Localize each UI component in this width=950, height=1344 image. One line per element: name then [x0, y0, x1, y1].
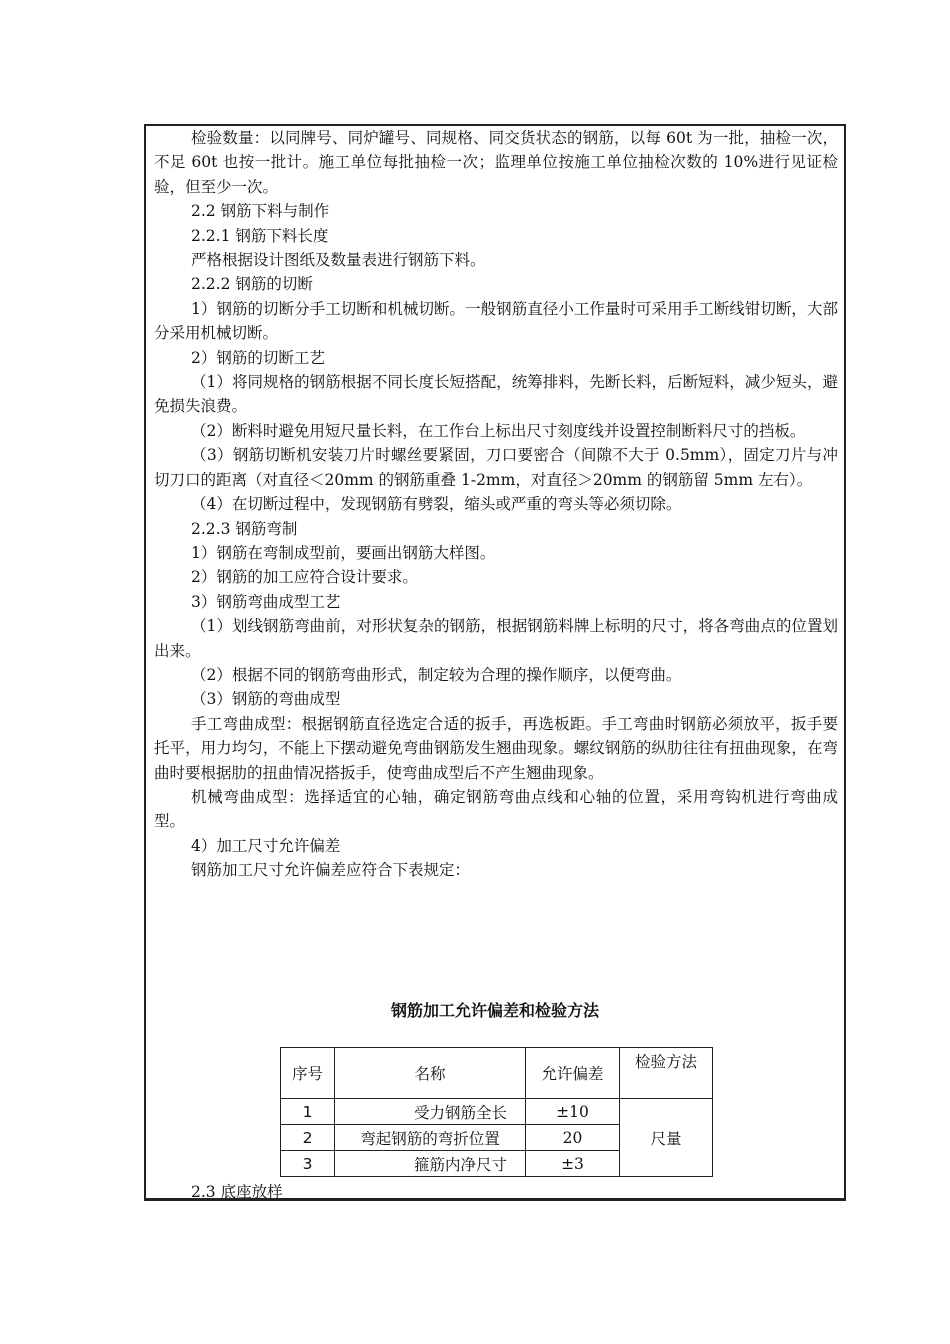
- paragraph: 2）钢筋的加工应符合设计要求。: [191, 568, 418, 587]
- section-heading-2-3: 2.3 底座放样: [191, 1183, 283, 1201]
- paragraph: （2）断料时避免用短尺量长料，在工作台上标出尺寸刻度线并设置控制断料尺寸的挡板。: [191, 421, 806, 440]
- table-header-row: [281, 1048, 713, 1099]
- section-heading: 2.2.2 钢筋的切断: [191, 275, 313, 294]
- section-heading: 2.2.1 钢筋下料长度: [191, 226, 329, 245]
- paragraph: （3）钢筋切断机安装刀片时螺丝要紧固，刀口要密合（间隙不大于 0.5mm），固定刀片与冲切刀口的距离（对直径＜20mm 的钢筋重叠 1-2mm，对直径＞20mm 的钢筋留 5mm 左右）。: [154, 446, 838, 489]
- section-heading: 2.2 钢筋下料与制作: [191, 202, 330, 221]
- paragraph: 手工弯曲成型：根据钢筋直径选定合适的扳手，再选板距。手工弯曲时钢筋必须放平，扳手要托平，用力均匀，不能上下摆动避免弯曲钢筋发生翘曲现象。螺纹钢筋的纵肋往往有扭曲现象，在弯曲时要根据肋的扭曲情况搭扳手，使弯曲成型后不产生翘曲现象。: [154, 714, 838, 782]
- header-cell-method: 检验方法: [620, 1048, 713, 1099]
- row-tolerance: 20: [526, 1125, 620, 1151]
- table-row: [281, 1099, 713, 1125]
- row-tolerance: ±3: [526, 1151, 620, 1177]
- paragraph: （3）钢筋的弯曲成型: [191, 690, 341, 709]
- header-cell-tolerance: 允许偏差: [526, 1048, 620, 1099]
- section-heading: 2.2.3 钢筋弯制: [191, 519, 298, 538]
- paragraph: 2）钢筋的切断工艺: [191, 348, 325, 367]
- tolerance-table: [280, 1047, 713, 1177]
- paragraph: 严格根据设计图纸及数量表进行钢筋下料。: [191, 251, 486, 270]
- row-tolerance: ±10: [526, 1099, 620, 1125]
- paragraph: 钢筋加工尺寸允许偏差应符合下表规定：: [191, 861, 471, 880]
- paragraph: 机械弯曲成型：选择适宜的心轴，确定钢筋弯曲点线和心轴的位置，采用弯钩机进行弯曲成型。: [154, 787, 838, 831]
- row-no: 3: [281, 1151, 335, 1177]
- paragraph: （1）将同规格的钢筋根据不同长度长短搭配，统筹排料，先断长料，后断短料，减少短头，避免损失浪费。: [154, 373, 838, 416]
- paragraph: 3）钢筋弯曲成型工艺: [191, 592, 341, 611]
- row-name: 箍筋内净尺寸: [335, 1151, 526, 1177]
- paragraph: （2）根据不同的钢筋弯曲形式，制定较为合理的操作顺序，以便弯曲。: [191, 665, 682, 684]
- paragraph: 1）钢筋在弯制成型前，要画出钢筋大样图。: [191, 543, 496, 562]
- row-no: 1: [281, 1099, 335, 1125]
- header-cell-name: 名称: [335, 1048, 526, 1099]
- row-name: 弯起钢筋的弯折位置: [335, 1125, 526, 1151]
- row-method: 尺量: [620, 1099, 713, 1177]
- paragraph: 1）钢筋的切断分手工切断和机械切断。一般钢筋直径小工作量时可采用手工断线钳切断，大部分采用机械切断。: [154, 299, 838, 343]
- row-name: 受力钢筋全长: [335, 1099, 526, 1125]
- paragraph: 4）加工尺寸允许偏差: [191, 836, 341, 855]
- table-title: 钢筋加工允许偏差和检验方法: [390, 1001, 599, 1020]
- paragraph: （1）划线钢筋弯曲前，对形状复杂的钢筋，根据钢筋料牌上标明的尺寸，将各弯曲点的位置划出来。: [154, 617, 838, 660]
- paragraph: 检验数量：以同牌号、同炉罐号、同规格、同交货状态的钢筋，以每 60t 为一批，抽检一次，不足 60t 也按一批计。施工单位每批抽检一次；监理单位按施工单位抽检次数的 10%进行见证检验，但至少一次。: [154, 129, 838, 196]
- paragraph: （4）在切断过程中，发现钢筋有劈裂，缩头或严重的弯头等必须切除。: [191, 495, 682, 514]
- document-body: [154, 126, 838, 883]
- header-cell-no: 序号: [281, 1048, 335, 1099]
- row-no: 2: [281, 1125, 335, 1151]
